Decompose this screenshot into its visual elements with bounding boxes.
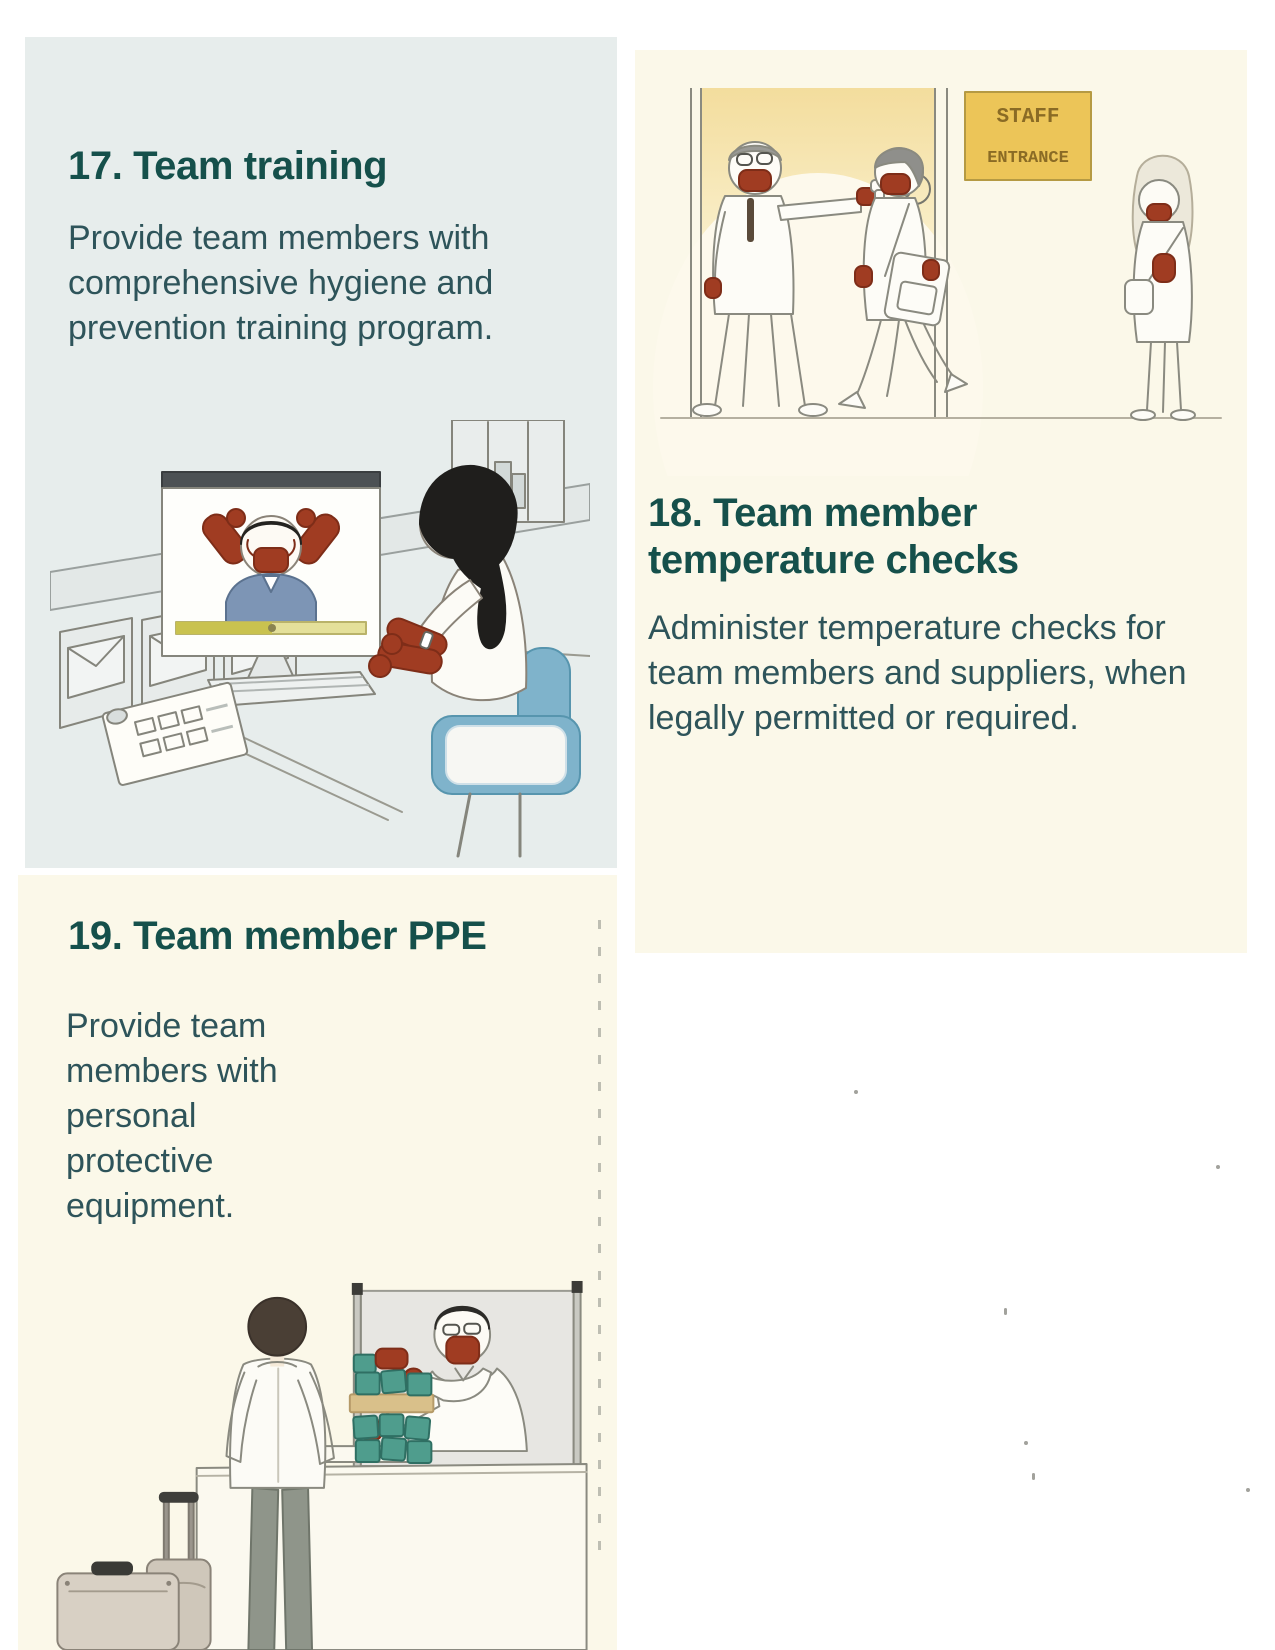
waiting-employee-figure (1125, 156, 1195, 420)
dust-speck (1216, 1165, 1220, 1169)
carton-band (350, 1394, 434, 1412)
section-18-body: Administer temperature checks for team members and suppliers, when legally permitted or required. (648, 609, 1187, 738)
section-17-body: Provide team members with comprehensive hygiene and prevention training program. (68, 219, 494, 347)
dust-speck (1024, 1441, 1028, 1445)
section-17-heading: 17. Team training (68, 144, 388, 188)
card-team-member-ppe (18, 875, 617, 1650)
face-mask (881, 174, 910, 194)
sign-line-1: STAFF (996, 106, 1060, 129)
clasped-gloved-hands (1153, 254, 1175, 282)
face-mask (1147, 204, 1171, 221)
sign-line-2: ENTRANCE (987, 149, 1069, 168)
woman-at-desk (369, 466, 526, 700)
dust-speck (1032, 1473, 1035, 1480)
temperature-check-illustration (643, 88, 1237, 476)
section-19-body: Provide team members with personal protective equipment. (66, 1007, 278, 1225)
training-monitor (162, 472, 380, 686)
dust-speck (854, 1090, 858, 1094)
glove (855, 266, 872, 287)
face-mask (446, 1337, 479, 1364)
face-mask (739, 170, 771, 191)
dust-speck (1004, 1308, 1007, 1315)
glove-left (705, 278, 721, 298)
section-18-heading: 18. Team member temperature checks (648, 491, 1019, 583)
dust-speck (1246, 1488, 1250, 1492)
training-video-illustration (50, 420, 590, 860)
staff-entrance-sign (965, 92, 1091, 180)
brown-hair (248, 1298, 306, 1356)
section-19-heading: 19. Team member PPE (68, 914, 487, 958)
handbag (1125, 280, 1153, 314)
video-progress-bar (176, 622, 366, 634)
ppe-counter-illustration (28, 1277, 608, 1650)
page-fold-dashed-line (598, 920, 601, 1560)
suitcase (57, 1561, 178, 1650)
red-ppe-item (376, 1349, 408, 1369)
card-team-training (25, 37, 617, 868)
card-temperature-checks (635, 50, 1247, 953)
